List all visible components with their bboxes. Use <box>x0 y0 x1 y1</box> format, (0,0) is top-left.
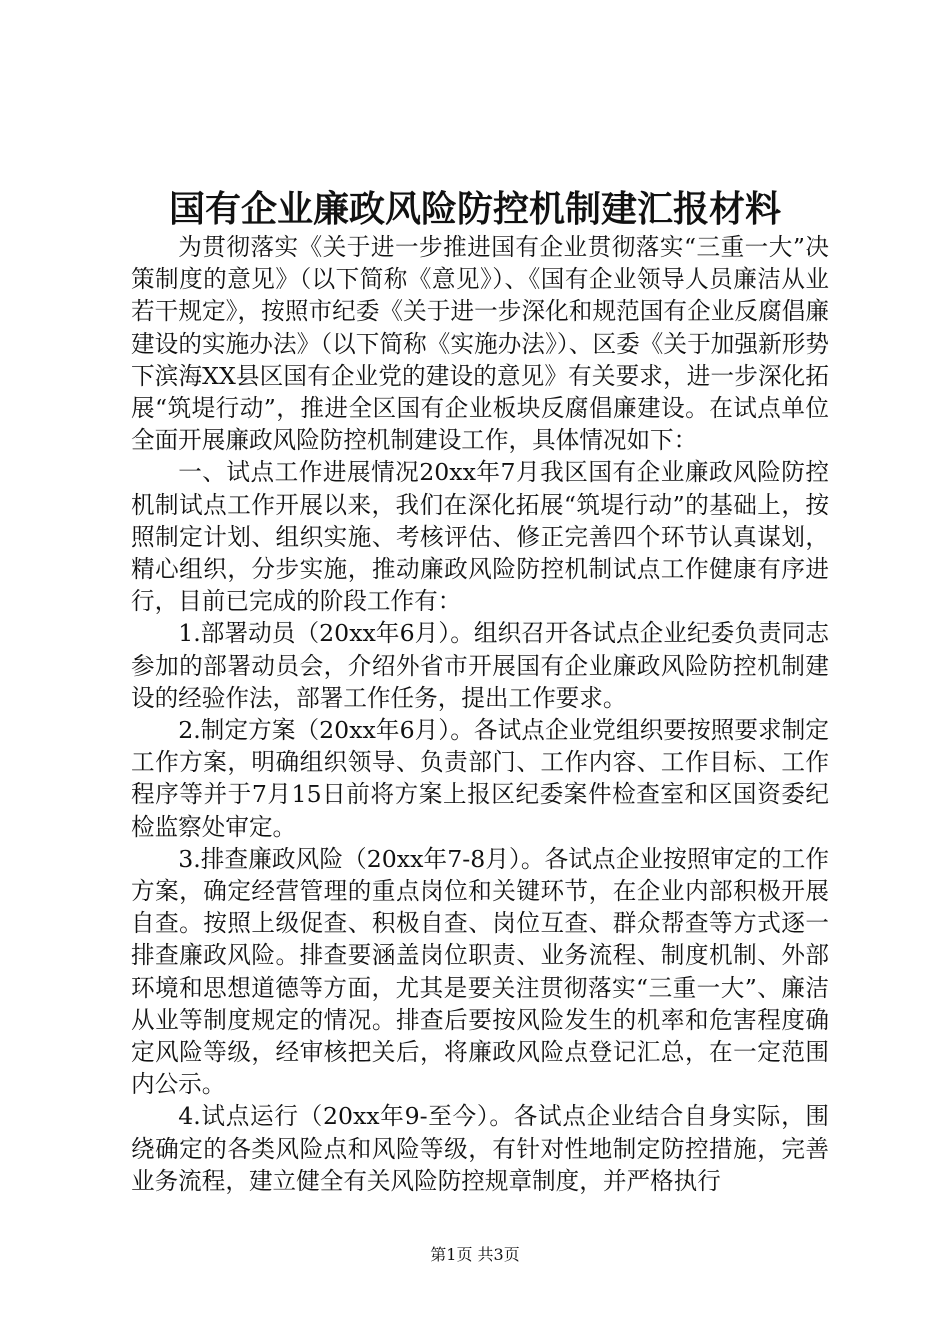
document-title: 国有企业廉政风险防控机制建汇报材料 <box>168 188 781 230</box>
paragraph-item-3: 3.排查廉政风险（20xx年7-8月）。各试点企业按照审定的工作方案，确定经营管理的重点岗位和关键环节，在企业内部积极开展自查。按照上级促查、积极自查、岗位互查、群众帮查等方式逐一排查廉政风险。排查要涵盖岗位职责、业务流程、制度机制、外部环境和思想道德等方面，尤其是要关注贯彻落实“三重一大”、廉洁从业等制度规定的情况。排查后要按风险发生的机率和危害程度确定风险等级，经审核把关后，将廉政风险点登记汇总，在一定范围内公示。 <box>131 844 829 1099</box>
paragraph-item-4: 4.试点运行（20xx年9-至今）。各试点企业结合自身实际，围绕确定的各类风险点和风险等级，有针对性地制定防控措施，完善业务流程，建立健全有关风险防控规章制度，并严格执行 <box>131 1102 829 1195</box>
page-number-footer: 第1页 共3页 <box>430 1245 520 1264</box>
paragraph-item-2: 2.制定方案（20xx年6月）。各试点企业党组织要按照要求制定工作方案，明确组织领导、负责部门、工作内容、工作目标、工作程序等并于7月15日前将方案上报区纪委案件检查室和区国资委纪检监察处审定。 <box>131 716 829 841</box>
paragraph-progress: 一、试点工作进展情况20xx年7月我区国有企业廉政风险防控机制试点工作开展以来，我们在深化拓展“筑堤行动”的基础上，按照制定计划、组织实施、考核评估、修正完善四个环节认真谋划，精心组织，分步实施，推动廉政风险防控机制试点工作健康有序进行，目前已完成的阶段工作有： <box>131 458 829 616</box>
paragraph-intro: 为贯彻落实《关于进一步推进国有企业贯彻落实“三重一大”决策制度的意见》（以下简称《意见》）、《国有企业领导人员廉洁从业若干规定》，按照市纪委《关于进一步深化和规范国有企业反腐倡廉建设的实施办法》（以下简称《实施办法》）、区委《关于加强新形势下滨海XX县区国有企业党的建设的意见》有关要求，进一步深化拓展“筑堤行动”，推进全区国有企业板块反腐倡廉建设。在试点单位全面开展廉政风险防控机制建设工作，具体情况如下： <box>131 233 829 455</box>
paragraph-item-1: 1.部署动员（20xx年6月）。组织召开各试点企业纪委负责同志参加的部署动员会，介绍外省市开展国有企业廉政风险防控机制建设的经验作法，部署工作任务，提出工作要求。 <box>131 619 829 712</box>
document-body <box>131 231 829 1197</box>
